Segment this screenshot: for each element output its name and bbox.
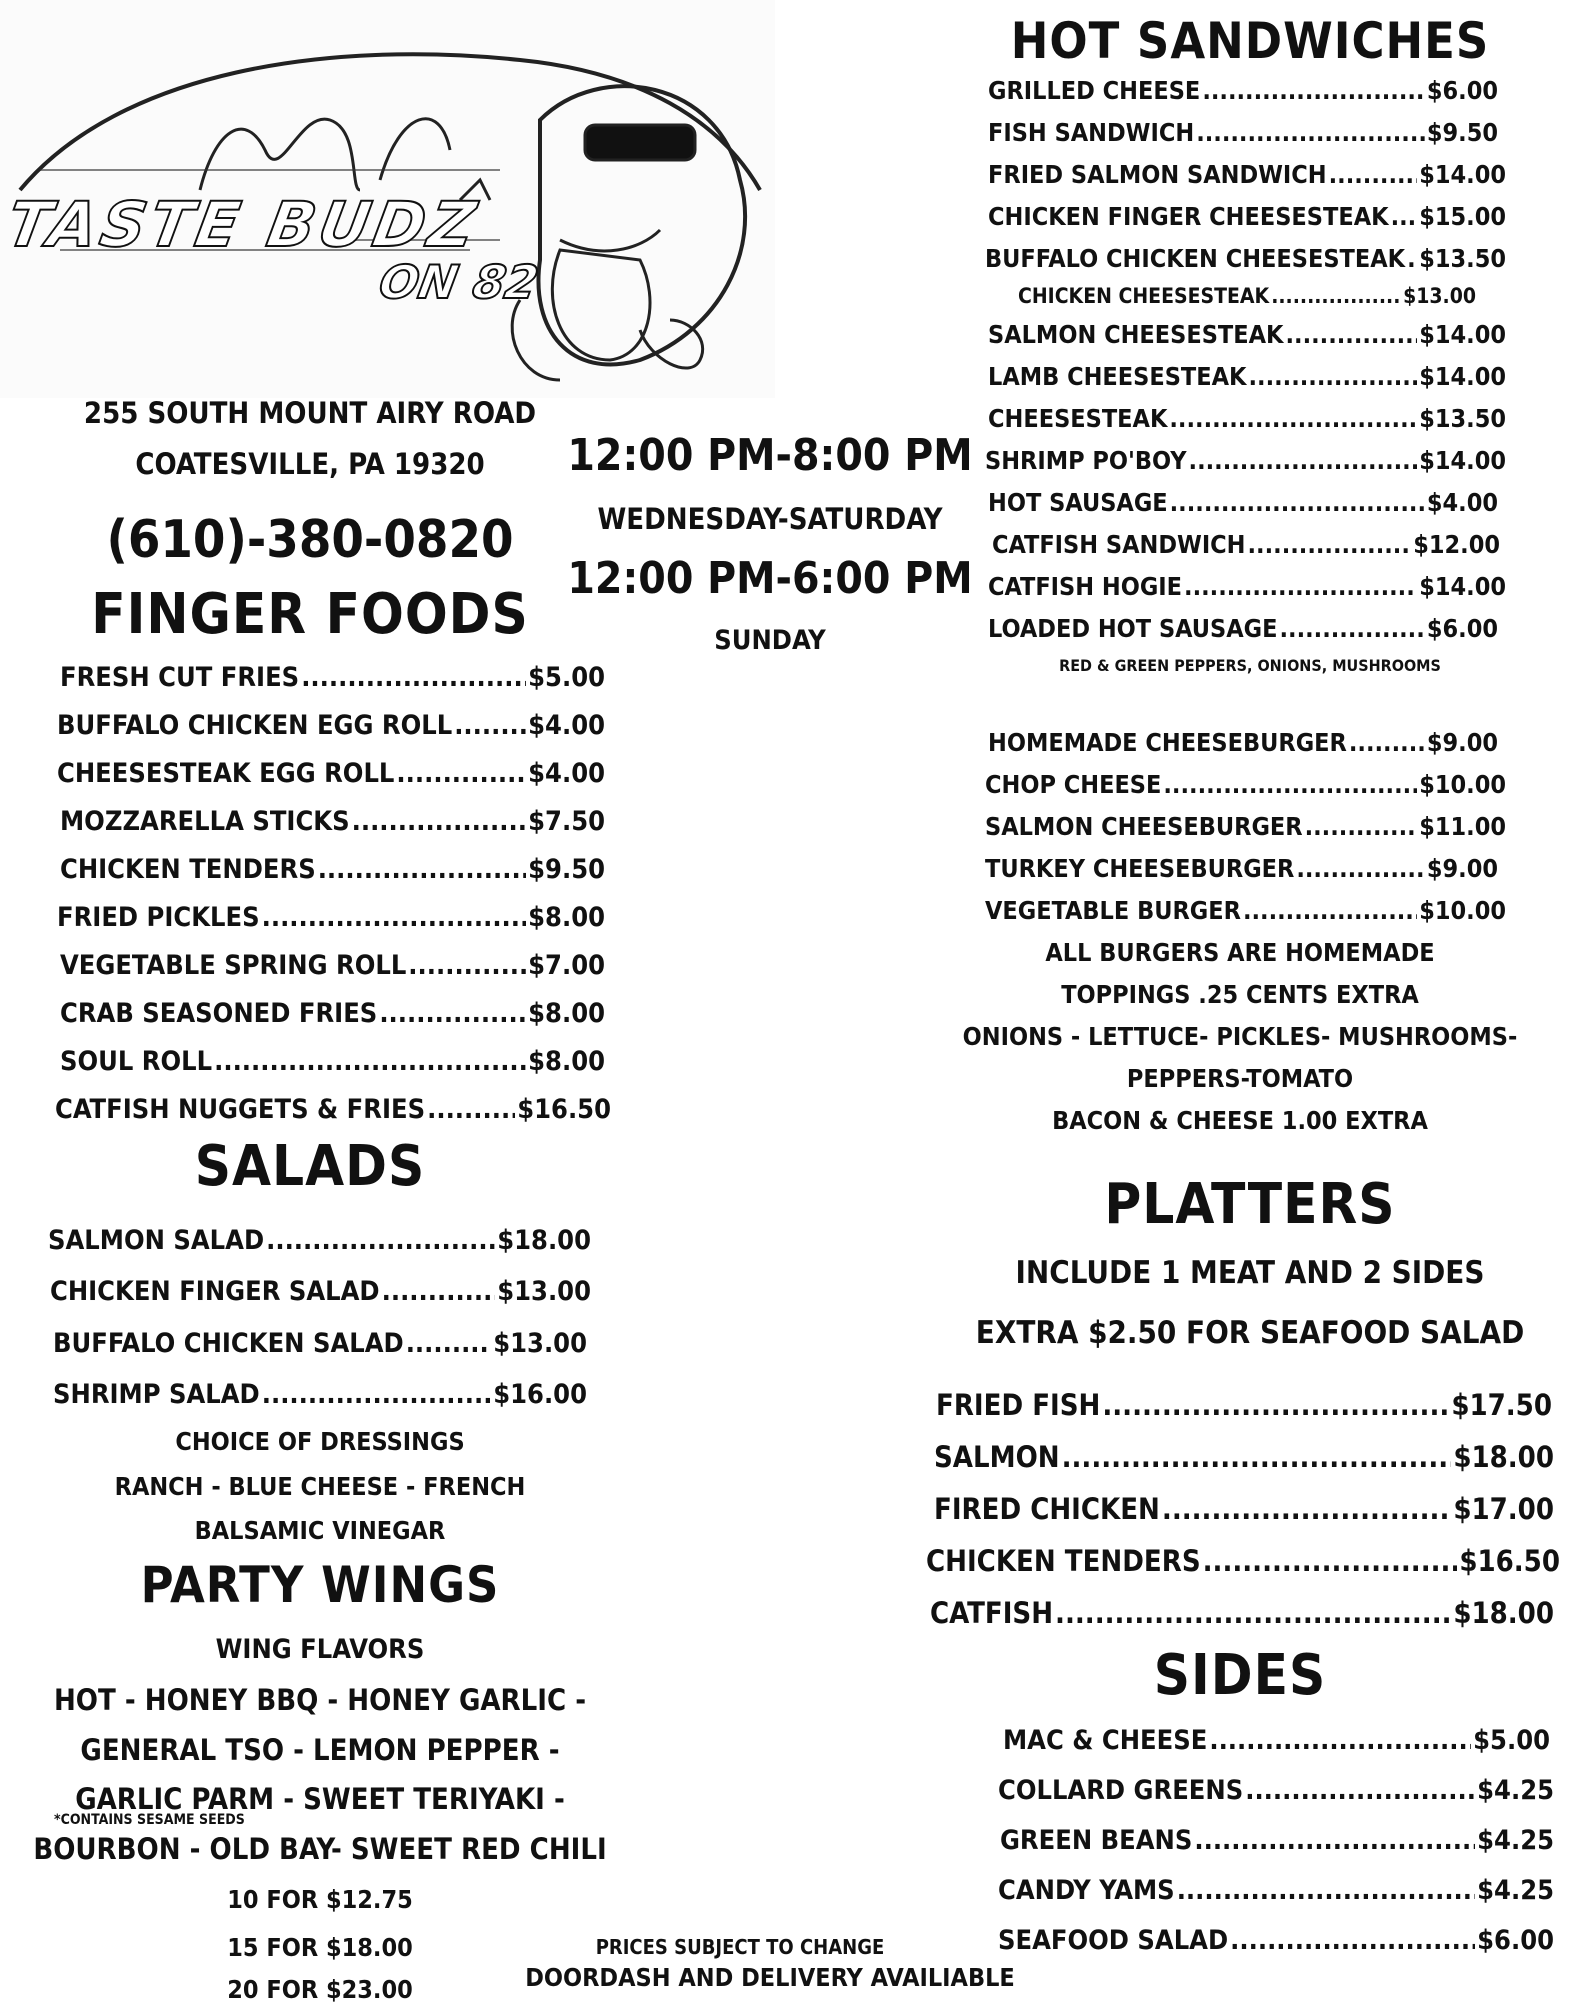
menu-item: CHEESESTEAK EGG ROLL ..... $4.00 xyxy=(57,758,605,789)
menu-item: CANDY YAMS ..... $4.25 xyxy=(998,1875,1554,1906)
burgers-note4: PEPPERS-TOMATO xyxy=(1126,1064,1354,1093)
hours-weekday-time: 12:00 PM-8:00 PM xyxy=(567,430,973,481)
logo-text: TASTE BUDZ xyxy=(1,188,485,261)
menu-item: BUFFALO CHICKEN EGG ROLL ..... $4.00 xyxy=(57,710,605,741)
menu-item: VEGETABLE BURGER ..... $10.00 xyxy=(985,896,1506,925)
menu-item: VEGETABLE SPRING ROLL ..... $7.00 xyxy=(60,950,605,981)
menu-item: CATFISH NUGGETS & FRIES ..... $16.50 xyxy=(55,1094,611,1125)
menu-item: FISH SANDWICH ..... $9.50 xyxy=(988,118,1498,147)
hours-weekday-days: WEDNESDAY-SATURDAY xyxy=(597,502,943,536)
hours-sunday-time: 12:00 PM-6:00 PM xyxy=(567,553,973,604)
address-line2: COATESVILLE, PA 19320 xyxy=(135,447,485,481)
menu-item: CHICKEN CHEESESTEAK ..... $13.00 xyxy=(1018,284,1476,308)
menu-item: SOUL ROLL ..... $8.00 xyxy=(60,1046,605,1077)
sesame-note: *CONTAINS SESAME SEEDS xyxy=(54,1812,245,1828)
wing-flavors-line4: BOURBON - OLD BAY- SWEET RED CHILI xyxy=(33,1832,607,1866)
wing-price-20: 20 FOR $23.00 xyxy=(227,1975,413,2004)
finger-foods-title: FINGER FOODS xyxy=(91,582,529,647)
menu-item: FRESH CUT FRIES ..... $5.00 xyxy=(60,662,605,693)
hours-sunday-days: SUNDAY xyxy=(714,625,826,656)
platters-sub1: INCLUDE 1 MEAT AND 2 SIDES xyxy=(1015,1255,1485,1291)
menu-item: CHICKEN FINGER CHEESESTEAK ..... $15.00 xyxy=(988,202,1506,231)
wing-flavors-line3: GARLIC PARM - SWEET TERIYAKI - xyxy=(75,1782,565,1816)
burgers-note5: BACON & CHEESE 1.00 EXTRA xyxy=(1052,1106,1428,1135)
prices-subject-note: PRICES SUBJECT TO CHANGE xyxy=(595,1935,885,1959)
menu-item: GRILLED CHEESE ..... $6.00 xyxy=(988,76,1498,105)
burgers-note1: ALL BURGERS ARE HOMEMADE xyxy=(1045,938,1435,967)
hot-sandwiches-title: HOT SANDWICHES xyxy=(1010,12,1490,70)
dressings-line2: BALSAMIC VINEGAR xyxy=(194,1516,446,1545)
phone-number: (610)-380-0820 xyxy=(106,510,514,570)
loaded-sausage-note: RED & GREEN PEPPERS, ONIONS, MUSHROOMS xyxy=(1059,656,1441,675)
wing-flavors-line1: HOT - HONEY BBQ - HONEY GARLIC - xyxy=(53,1683,587,1717)
wing-flavors-line2: GENERAL TSO - LEMON PEPPER - xyxy=(80,1733,560,1767)
menu-item: HOT SAUSAGE ..... $4.00 xyxy=(988,488,1498,517)
menu-item: SALMON SALAD ..... $18.00 xyxy=(48,1225,591,1256)
menu-item: TURKEY CHEESEBURGER ..... $9.00 xyxy=(985,854,1498,883)
menu-item: LAMB CHEESESTEAK ..... $14.00 xyxy=(988,362,1506,391)
sides-title: SIDES xyxy=(1153,1643,1327,1708)
menu-item: BUFFALO CHICKEN CHEESESTEAK ..... $13.50 xyxy=(985,244,1506,273)
menu-item: SALMON ..... $18.00 xyxy=(934,1440,1554,1474)
menu-item: CRAB SEASONED FRIES ..... $8.00 xyxy=(60,998,605,1029)
logo xyxy=(0,0,775,398)
delivery-note: DOORDASH AND DELIVERY AVAILIABLE xyxy=(525,1963,1015,1992)
platters-sub2: EXTRA $2.50 FOR SEAFOOD SALAD xyxy=(975,1315,1525,1351)
menu-item: COLLARD GREENS ..... $4.25 xyxy=(998,1775,1554,1806)
dressings-title: CHOICE OF DRESSINGS xyxy=(175,1427,465,1456)
logo-subtext: ON 82 xyxy=(375,255,543,309)
dressings-line1: RANCH - BLUE CHEESE - FRENCH xyxy=(114,1472,526,1501)
menu-item: BUFFALO CHICKEN SALAD ..... $13.00 xyxy=(53,1328,587,1359)
menu-item: FIRED CHICKEN ..... $17.00 xyxy=(934,1492,1554,1526)
menu-item: HOMEMADE CHEESEBURGER ..... $9.00 xyxy=(988,728,1498,757)
menu-item: CATFISH SANDWICH ..... $12.00 xyxy=(992,530,1500,559)
menu-item: CHICKEN FINGER SALAD ..... $13.00 xyxy=(50,1276,591,1307)
menu-item: LOADED HOT SAUSAGE ..... $6.00 xyxy=(988,614,1498,643)
menu-item: SHRIMP SALAD ..... $16.00 xyxy=(53,1379,587,1410)
menu-item: CATFISH HOGIE ..... $14.00 xyxy=(988,572,1506,601)
menu-item: CHICKEN TENDERS ..... $16.50 xyxy=(926,1544,1560,1578)
burgers-note3: ONIONS - LETTUCE- PICKLES- MUSHROOMS- xyxy=(962,1022,1518,1051)
menu-item: CHEESESTEAK ..... $13.50 xyxy=(988,404,1506,433)
menu-item: FRIED FISH ..... $17.50 xyxy=(936,1388,1552,1422)
menu-item: SALMON CHEESEBURGER ..... $11.00 xyxy=(985,812,1506,841)
address-line1: 255 SOUTH MOUNT AIRY ROAD xyxy=(83,396,537,430)
menu-item: MOZZARELLA STICKS ..... $7.50 xyxy=(60,806,605,837)
menu-item: FRIED SALMON SANDWICH ..... $14.00 xyxy=(988,160,1506,189)
menu-item: FRIED PICKLES ..... $8.00 xyxy=(57,902,605,933)
menu-item: CATFISH ..... $18.00 xyxy=(930,1596,1554,1630)
menu-item: CHICKEN TENDERS ..... $9.50 xyxy=(60,854,605,885)
party-wings-title: PARTY WINGS xyxy=(140,1556,500,1614)
wing-price-10: 10 FOR $12.75 xyxy=(227,1885,413,1914)
menu-item: CHOP CHEESE ..... $10.00 xyxy=(985,770,1506,799)
wing-flavors-title: WING FLAVORS xyxy=(215,1634,425,1665)
wing-price-15: 15 FOR $18.00 xyxy=(227,1933,413,1962)
menu-item: MAC & CHEESE ..... $5.00 xyxy=(1003,1725,1550,1756)
burgers-note2: TOPPINGS .25 CENTS EXTRA xyxy=(1061,980,1419,1009)
menu-item: SALMON CHEESESTEAK ..... $14.00 xyxy=(988,320,1506,349)
salads-title: SALADS xyxy=(194,1134,426,1199)
menu-item: SHRIMP PO'BOY ..... $14.00 xyxy=(985,446,1506,475)
menu-item: GREEN BEANS ..... $4.25 xyxy=(1000,1825,1554,1856)
platters-title: PLATTERS xyxy=(1104,1172,1396,1237)
menu-item: SEAFOOD SALAD ..... $6.00 xyxy=(998,1925,1554,1956)
